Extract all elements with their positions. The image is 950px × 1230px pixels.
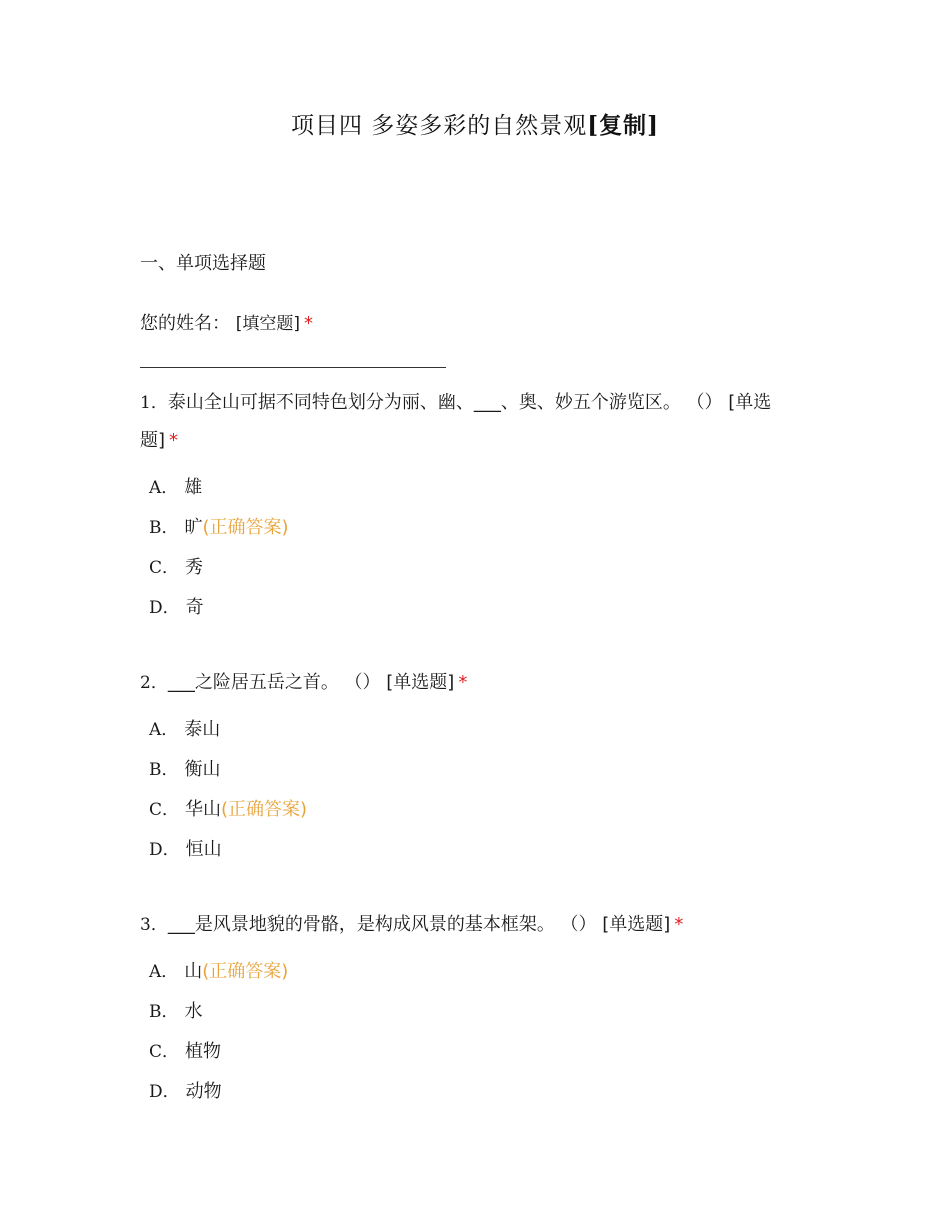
document-title-main: 项目四 多姿多彩的自然景观 — [290, 113, 588, 139]
option-letter: A． — [149, 962, 179, 982]
option-text: 秀 — [185, 557, 204, 578]
option-item[interactable] — [149, 1080, 222, 1104]
required-mark: * — [304, 313, 313, 334]
option-letter: C． — [149, 800, 180, 820]
correct-answer-label: (正确答案) — [202, 961, 289, 982]
option-text: 恒山 — [185, 839, 222, 860]
option-text: 旷 — [184, 517, 203, 538]
correct-answer-label: (正确答案) — [221, 799, 308, 820]
question-1 — [140, 384, 800, 460]
question-text: ___之险居五岳之首。 （） [单选题] — [167, 672, 455, 693]
option-text: 奇 — [185, 597, 204, 618]
option-letter: C． — [149, 558, 180, 578]
document-title — [0, 110, 950, 142]
option-text: 山 — [184, 961, 203, 982]
option-text: 华山 — [185, 799, 222, 820]
option-item[interactable] — [149, 838, 222, 862]
option-text: 雄 — [184, 477, 203, 498]
option-letter: C． — [149, 1042, 180, 1062]
option-item[interactable] — [149, 758, 221, 782]
name-question-label: 您的姓名： — [140, 313, 230, 334]
required-mark: * — [458, 672, 468, 693]
option-item[interactable] — [149, 798, 307, 822]
option-item[interactable] — [149, 476, 202, 500]
name-question-type-tag: [填空题] — [235, 314, 300, 334]
option-item[interactable] — [149, 718, 220, 742]
question-number: 1． — [140, 393, 168, 413]
question-text: ___是风景地貌的骨骼，是构成风景的基本框架。 （） [单选题] — [167, 914, 671, 935]
required-mark: * — [169, 430, 179, 451]
option-text: 植物 — [185, 1041, 222, 1062]
option-letter: D． — [149, 598, 180, 618]
option-item[interactable] — [149, 596, 204, 620]
option-item[interactable] — [149, 1000, 203, 1024]
question-text: 泰山全山可据不同特色划分为丽、幽、___、奥、妙五个游览区。 （） [单选 — [167, 392, 772, 413]
option-letter: A． — [149, 478, 179, 498]
option-letter: A． — [149, 720, 179, 740]
name-answer-blank[interactable] — [140, 367, 446, 368]
option-item[interactable] — [149, 960, 288, 984]
document-title-copy-tag: [复制] — [587, 112, 660, 139]
question-number: 3． — [140, 915, 168, 935]
question-text-continued: 题] — [140, 430, 166, 451]
name-question — [140, 312, 313, 336]
correct-answer-label: (正确答案) — [202, 517, 289, 538]
section-heading: 一、单项选择题 — [140, 253, 266, 274]
option-item[interactable] — [149, 556, 203, 580]
option-item[interactable] — [149, 1040, 221, 1064]
option-text: 衡山 — [184, 759, 221, 780]
option-text: 水 — [184, 1001, 203, 1022]
question-number: 2． — [140, 673, 168, 693]
option-letter: D． — [149, 840, 180, 860]
required-mark: * — [674, 914, 684, 935]
option-text: 泰山 — [184, 719, 221, 740]
option-letter: B． — [149, 1002, 179, 1022]
question-2 — [140, 664, 800, 702]
option-item[interactable] — [149, 516, 289, 540]
option-letter: B． — [149, 760, 179, 780]
option-text: 动物 — [185, 1081, 222, 1102]
question-3 — [140, 906, 800, 944]
option-letter: D． — [149, 1082, 180, 1102]
option-letter: B． — [149, 518, 179, 538]
